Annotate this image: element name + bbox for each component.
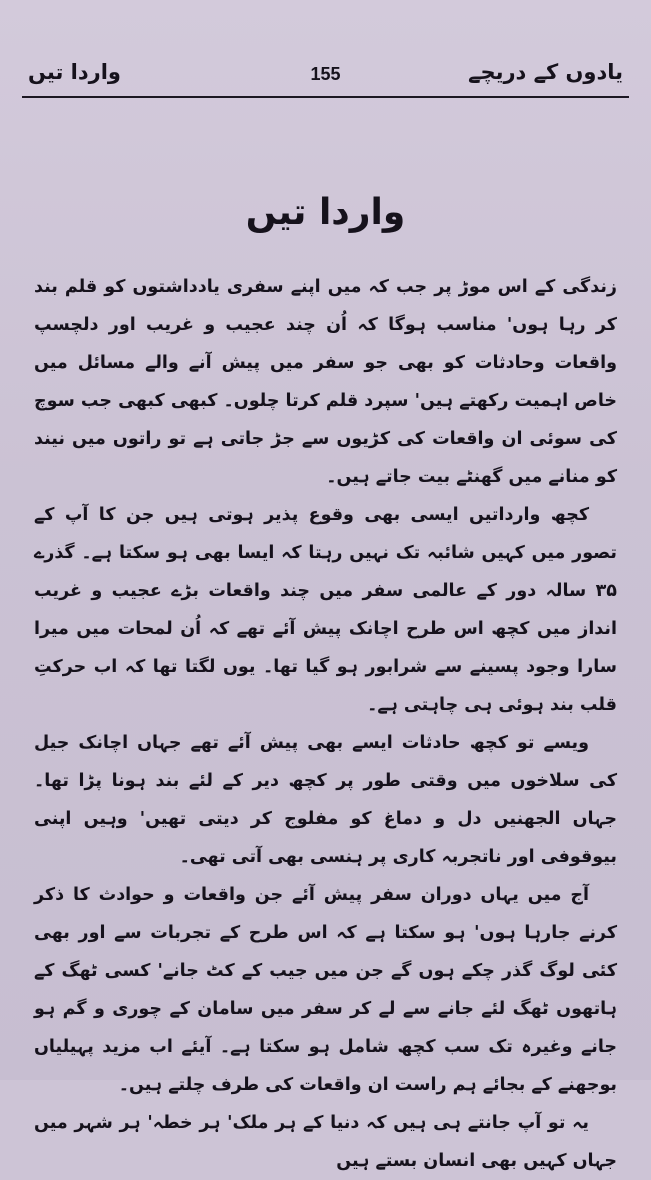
paragraph-2: کچھ وارداتیں ایسی بھی وقوع پذیر ہوتی ہیں جن کا آپ کے تصور میں کہیں شائبہ تک نہیں رہتا کہ ایسا بھی ہو سکتا ہے۔ گذرے ۳۵ سالہ دور کے عالمی سفر میں چند واقعات بڑے عجیب و غریب انداز میں کچھ اس طرح اچانک پیش آئے تھے کہ اُن لمحات میں میرا سارا وجود پسینے سے شرابور ہو گیا تھا۔ یوں لگتا تھا کہ اب حرکتِ قلب بند ہوئی ہی چاہتی ہے۔ bbox=[34, 505, 617, 715]
header-divider bbox=[22, 96, 629, 98]
paragraph-5: یہ تو آپ جانتے ہی ہیں کہ دنیا کے ہر ملک' ہر خطہ' ہر شہر میں جہاں کہیں بھی انسان بستے ہیں bbox=[34, 1113, 617, 1171]
running-header bbox=[28, 58, 623, 94]
chapter-title: واردا تیں bbox=[245, 192, 406, 233]
paragraph-4: آج میں یہاں دوران سفر پیش آئے جن واقعات و حوادث کا ذکر کرنے جارہا ہوں' ہو سکتا ہے کہ اس طرح کے تجربات سے اور بھی کئی لوگ گذر چکے ہوں گے جن میں جیب کے کٹ جانے' کسی ٹھگ کے ہاتھوں ٹھگ لئے جانے سے لے کر سفر میں سامان کے چوری و گم ہو جانے وغیرہ تک سب کچھ شامل ہو سکتا ہے۔ آیئے اب مزید پہیلیاں بوجھنے کے بجائے ہم راست ان واقعات کی طرف چلتے ہیں۔ bbox=[34, 885, 617, 1095]
header-book-title: یادوں کے دریچے bbox=[468, 60, 623, 84]
paragraph-3: ویسے تو کچھ حادثات ایسے بھی پیش آئے تھے جہاں اچانک جیل کی سلاخوں میں وقتی طور پر کچھ دیر کے لئے بند ہونا پڑا تھا۔ جہاں الجھنیں دل و دماغ کو مفلوج کر دیتی تھیں' وہیں اپنی بیوقوفی اور ناتجربہ کاری پر ہنسی بھی آتی تھی۔ bbox=[34, 733, 617, 867]
page-number: 155 bbox=[310, 64, 341, 84]
header-chapter-title: واردا تیں bbox=[28, 60, 121, 84]
paragraph-1: زندگی کے اس موڑ پر جب کہ میں اپنے سفری یادداشتوں کو قلم بند کر رہا ہوں' مناسب ہوگا کہ اُن چند عجیب و غریب اور دلچسپ واقعات وحادثات کو بھی جو سفر میں پیش آنے والے مسائل میں خاص اہمیت رکھتے ہیں' سپرد قلم کرتا چلوں۔ کبھی کبھی جب سوچ کی سوئی ان واقعات کی کڑیوں سے جڑ جاتی ہے تو راتوں میں نیند کو منانے میں گھنٹے بیت جاتے ہیں۔ bbox=[34, 277, 617, 487]
chapter-body bbox=[34, 268, 617, 1180]
